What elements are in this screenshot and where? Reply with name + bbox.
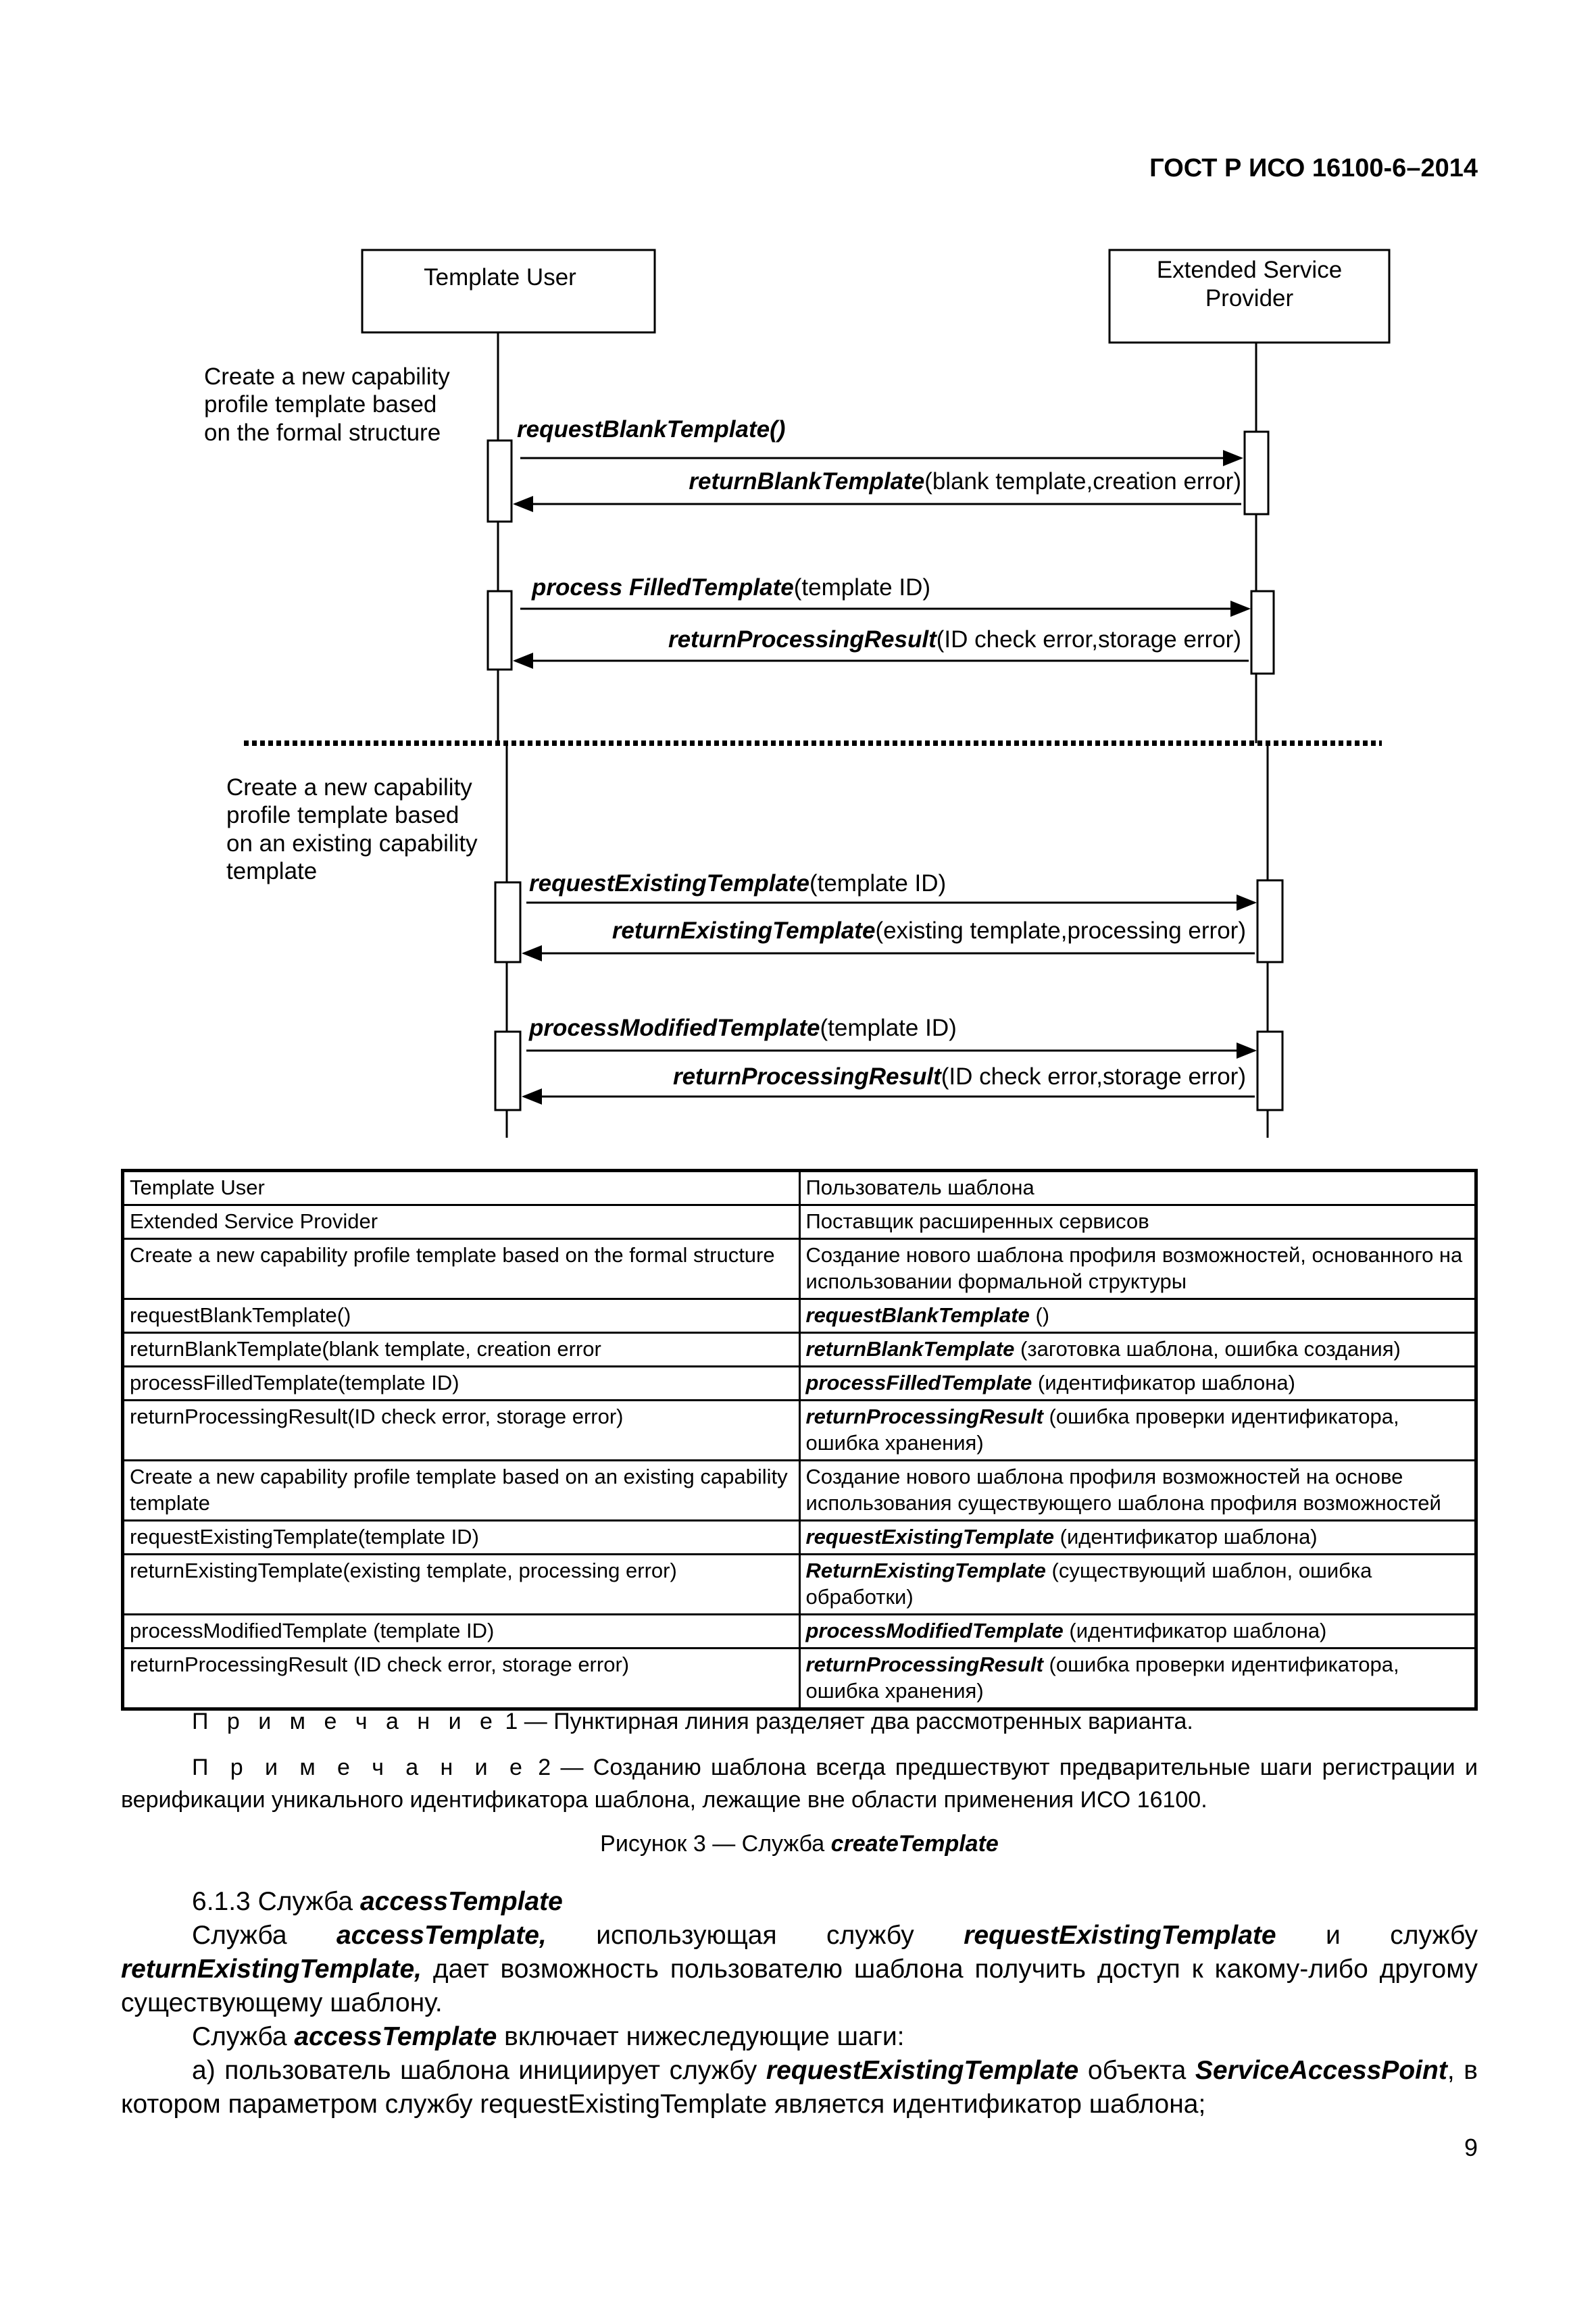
cell-en: returnProcessingResult (ID check error, storage error) [123,1649,800,1709]
note-line: template [226,858,318,884]
table-row [123,1367,1476,1401]
cell-ru: processFilledTemplate (идентификатор шаблона) [799,1367,1476,1401]
message-label: returnProcessingResult(ID check error,storage error) [668,626,1241,653]
section-heading: 6.1.3 Служба accessTemplate [192,1887,563,1916]
note-2: П р и м е ч а н и е 2 — Созданию шаблона всегда предшествуют предварительные шаги регистрации и верификации уникального идентификатора шаблона, лежащие вне области применения ИСО 16100. [121,1755,1478,1813]
note-line: on an existing capability [226,830,478,857]
message-label: process FilledTemplate(template ID) [532,574,930,601]
cell-ru: returnProcessingResult (ошибка проверки идентификатора, ошибка хранения) [799,1649,1476,1709]
cell-en: Extended Service Provider [123,1205,800,1239]
message-label: returnProcessingResult(ID check error,storage error) [672,1063,1246,1090]
activation-bar [488,591,512,670]
figure-caption: Рисунок 3 — Служба createTemplate [600,1831,999,1857]
paragraph: а) пользователь шаблона инициирует службу requestExistingTemplate объекта ServiceAccessPoint, в котором параметром службу requestExistingTemplate является идентификатор шаблона; [121,2056,1478,2119]
note-line: on the formal structure [204,420,441,446]
note-line: profile template based [204,391,437,418]
table-row [123,1299,1476,1333]
table-row [123,1461,1476,1521]
activation-bar [1245,432,1268,514]
table-row [123,1205,1476,1239]
cell-ru: requestBlankTemplate () [799,1299,1476,1333]
document-header: ГОСТ Р ИСО 16100-6–2014 [1149,154,1478,182]
cell-ru: ReturnExistingTemplate (существующий шаблон, ошибка обработки) [799,1555,1476,1615]
table-row [123,1649,1476,1709]
cell-ru: returnBlankTemplate (заготовка шаблона, ошибка создания) [799,1333,1476,1367]
activation-bar [495,1032,520,1110]
cell-ru: processModifiedTemplate (идентификатор шаблона) [799,1615,1476,1649]
cell-ru: Создание нового шаблона профиля возможностей, основанного на использовании формальной структуры [799,1239,1476,1299]
cell-ru: Пользователь шаблона [799,1171,1476,1205]
paragraph: Служба accessTemplate включает нижеследующие шаги: [192,2022,905,2051]
actor-template-user: Template User [424,264,576,291]
activation-bar [1257,880,1282,962]
cell-en: returnBlankTemplate(blank template, creation error [123,1333,800,1367]
table-row [123,1171,1476,1205]
message-label: processModifiedTemplate(template ID) [529,1015,957,1041]
note-line: Create a new capability [204,363,450,390]
note-line: Create a new capability [226,774,472,801]
cell-en: returnProcessingResult(ID check error, storage error) [123,1401,800,1461]
cell-en: Create a new capability profile template based on the formal structure [123,1239,800,1299]
cell-en: requestExistingTemplate(template ID) [123,1521,800,1555]
section-body [121,1885,1478,2121]
activation-bar [1257,1032,1282,1110]
table-row [123,1521,1476,1555]
cell-en: returnExistingTemplate(existing template, processing error) [123,1555,800,1615]
actor-provider-line: Extended Service [1156,257,1343,283]
table-row [123,1555,1476,1615]
paragraph: Служба accessTemplate, использующая службу requestExistingTemplate и службу returnExistingTemplate, дает возможность пользователю шаблона получить доступ к какому-либо другому существующему шаблону. [121,1921,1478,2017]
table-row [123,1333,1476,1367]
note-line: profile template based [226,802,459,828]
table-row [123,1401,1476,1461]
cell-en: processFilledTemplate(template ID) [123,1367,800,1401]
cell-en: Create a new capability profile template based on an existing capability template [123,1461,800,1521]
template-user-box [362,250,655,332]
cell-en: requestBlankTemplate() [123,1299,800,1333]
message-label: requestBlankTemplate() [517,416,786,443]
table-row [123,1615,1476,1649]
cell-ru: returnProcessingResult (ошибка проверки идентификатора, ошибка хранения) [799,1401,1476,1461]
cell-en: processModifiedTemplate (template ID) [123,1615,800,1649]
activation-bar [495,882,520,962]
note-1: П р и м е ч а н и е 1 — Пунктирная линия разделяет два рассмотренных варианта. [192,1709,1193,1734]
actor-provider-line: Provider [1205,285,1294,311]
message-label: requestExistingTemplate(template ID) [529,870,947,897]
cell-ru: Поставщик расширенных сервисов [799,1205,1476,1239]
table-row [123,1239,1476,1299]
terms-table [121,1169,1478,1711]
cell-en: Template User [123,1171,800,1205]
cell-ru: Создание нового шаблона профиля возможностей на основе использования существующего шаблона профиля возможностей [799,1461,1476,1521]
message-label: returnExistingTemplate(existing template,processing error) [612,917,1246,944]
activation-bar [1251,591,1274,674]
activation-bar [488,441,512,522]
message-label: returnBlankTemplate(blank template,creation error) [689,468,1241,495]
page-number: 9 [1464,2134,1478,2161]
cell-ru: requestExistingTemplate (идентификатор шаблона) [799,1521,1476,1555]
